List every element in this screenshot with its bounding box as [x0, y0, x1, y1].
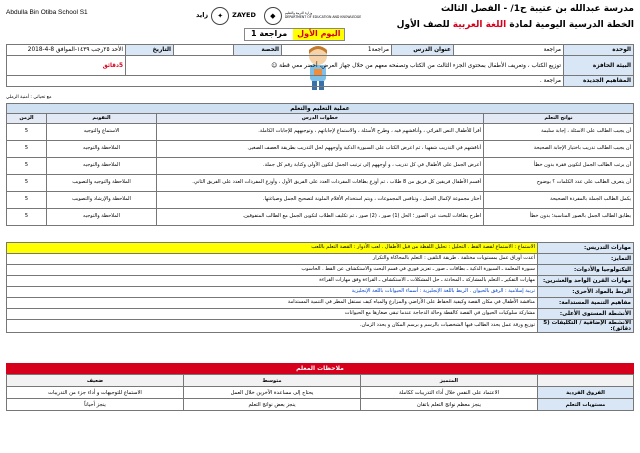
assess-cell: الملاحظة والإرشاد والتصويب	[47, 192, 157, 209]
title-plan-suffix: للصف الأول	[396, 20, 453, 30]
extras-row	[7, 243, 634, 254]
ministry-logo	[264, 7, 361, 25]
time-cell: 5	[7, 192, 47, 209]
outcome-cell: يكمل الطالب الجملة بالمفردة الصحيحة	[484, 192, 634, 209]
extras-row	[7, 254, 634, 265]
table-row	[7, 209, 634, 226]
time-cell: 5	[7, 209, 47, 226]
unit-label: الوحدة	[564, 45, 634, 56]
cell-excellent: ينجز معظم نواتج التعلم باتقان	[361, 399, 538, 411]
motivating-value: توزيع الكتاب ، وتعريف الأطفال بمحتوى الجزء الثالث من الكتاب وتصفحه معهم من خلال جهاز العرض. أحضر معي قطة ☺	[126, 56, 564, 76]
extras-row	[7, 276, 634, 287]
table-row	[7, 192, 634, 209]
col-weak: ضعيف	[7, 375, 184, 387]
extras-label: التمايز:	[538, 254, 634, 265]
process-table	[6, 113, 634, 226]
date-value: الأحد ٢٥رجب ١٤٣٩-الموافق 8-4-2018	[7, 45, 126, 56]
assess-cell: الاستماع والتوجيه	[47, 124, 157, 141]
zayed-logo-en: ZAYED	[232, 11, 256, 20]
title-school-prefix: مدرسة عبدالله بن عتيبة ح1/ -	[500, 4, 634, 14]
process-title: عملية التعليم والتعلم	[7, 104, 634, 114]
extras-label: الأنشطة المستوى الأعلى:	[538, 309, 634, 320]
teacher-notes-table	[6, 374, 634, 411]
ministry-emblem-icon: ◆	[264, 7, 282, 25]
extras-table	[6, 242, 634, 333]
table-row	[7, 141, 634, 158]
step-cell: أعرض الجمل على الأطفال في كل تدريب ، و أوجههم إلى ترتيب الجمل لتكون الأولى وكتابة رقم كل جملة.	[157, 158, 484, 175]
extras-row	[7, 309, 634, 320]
assess-cell: الملاحظة والتوجيه	[47, 158, 157, 175]
cell-weak: ينجز أحياناً	[7, 399, 184, 411]
notes-corner	[538, 375, 634, 387]
cell-weak: الاستماع للتوجيهات و أداء جزء من التدريبات	[7, 387, 184, 399]
extras-label: مفاهيم التنمية المستدامة:	[538, 298, 634, 309]
cell-excellent: الاعتماد على النفس خلال أداء التدريبات ككاملة	[361, 387, 538, 399]
time-cell: 5	[7, 141, 47, 158]
col-outcomes: نواتج التعلم	[484, 114, 634, 124]
new-concepts-label: المفاهيم الجديدة	[564, 76, 634, 87]
ministry-name-ar: وزارة التربية والتعليم	[284, 11, 313, 16]
outcome-cell: يطابق الطالب الجمل بالصور المناسبة؛ بدون خطأ	[484, 209, 634, 226]
row-label-differences: الفروق الفردية	[538, 387, 634, 399]
step-cell: اطرح بطاقات للبحث عن الصور ؛ الحل (1) صور ، (2) صور ، ثم تكليف الطلاب لتكوين الجمل مع الطالب المتفوقين.	[157, 209, 484, 226]
title-term: الفصل الثالث	[441, 4, 501, 14]
new-concepts-value: مراجعة .	[7, 76, 564, 87]
title-plan	[397, 20, 634, 30]
unit-value: مراجعة	[454, 45, 564, 56]
col-time: الزمن	[7, 114, 47, 124]
extras-value: سبورة المعلمة ـ السبورة الذكية ـ بطاقات ـ صور ـ تعزيز فوري في قسم البحث والاستكشاف عن القط . الحاسوب	[7, 265, 538, 276]
table-row	[7, 175, 634, 192]
step-cell: أقسم الأطفال فريقين كل فريق من 8 طلاب ، ثم أوزع بطاقات المفردات العدد على الفريق الأول ، وأوزع المفردات العدد على الفريق الثاني.	[157, 175, 484, 192]
assess-cell: الملاحظة والتوجيه والتصويب	[47, 175, 157, 192]
extras-label: التكنولوجيا والأدوات:	[538, 265, 634, 276]
assess-cell: الملاحظة والتوجيه	[47, 141, 157, 158]
extras-row	[7, 287, 634, 298]
cell-average: ينجز بعض نواتج التعلم	[184, 399, 361, 411]
step-cell: أناقشهم في التدريب شفهيا ، ثم اعرض الكتاب على السبورة الذكية وأوجههم لحل التدريب بطريقة العصف الصغير.	[157, 141, 484, 158]
zayed-emblem-icon: ✦	[211, 7, 229, 25]
extras-value: تربية إسلامية : الرفق بالحيوان . الربط باللغة الإنجليزية : أسماء الحيوانات باللغة الإنجليزية	[7, 287, 538, 298]
ministry-name-en: DEPARTMENT OF EDUCATION AND KNOWLEDGE	[284, 15, 362, 19]
extras-value: الاستماع : الاستماع لقصة القط . التحليل : تحليل اللفظة من قبل الأطفال . لعب الأدوار : القصة التعلم باللعب	[7, 243, 538, 254]
school-name-en: Abdulla Bin Otiba School S1	[6, 9, 88, 16]
cell-average: يحتاج إلى مساعدة الآخرين خلال العمل	[184, 387, 361, 399]
table-row	[7, 124, 634, 141]
extras-value: أعدت أوراق عمل بمستويات مختلفة . طريقة التلقين : التعلم بالمحاكاة والتكرار	[7, 254, 538, 265]
notes-row-levels	[7, 399, 634, 411]
outcome-cell: أن يجيب الطالب على الاسئلة ، إجابة سليمة	[484, 124, 634, 141]
outcome-cell: أن يرتب الطالب الجمل لتكوين فقرة بدون خطأ	[484, 158, 634, 175]
zayed-logo-ar: زايد	[196, 11, 209, 20]
extras-value: توزيع ورقة عمل يحدد الطالب فيها الشخصيات بالرسم و برسم المكان و يحدد الزمان.	[7, 320, 538, 333]
motivating-duration: 5دقائق	[7, 56, 126, 76]
extras-value: مهارات التفكير ـ التعلم بالمشاركة ـ المحادثة ـ حل المشكلات ـ الاستكشاف ـ القراءة وفق مهارات القراءة	[7, 276, 538, 287]
info-row-1	[7, 45, 634, 56]
lesson-title-label: عنوان الدرس	[392, 45, 454, 56]
extras-row	[7, 320, 634, 333]
zayed-logo	[196, 7, 256, 25]
extras-label: مهارات التدريس:	[538, 243, 634, 254]
info-table	[6, 44, 634, 87]
extras-value: مشاركة سلوكيات الحيوان في القصة كالقطة وحالة الدجاجة عندما تبقى صغارها مع الحيوانات	[7, 309, 538, 320]
title-school	[441, 4, 634, 14]
teacher-notes-title: ملاحظات المعلم	[6, 363, 634, 374]
table-row	[7, 158, 634, 175]
date-label: التاريخ	[126, 45, 174, 56]
period-label: الحصة	[234, 45, 282, 56]
day-review-badge	[244, 28, 345, 41]
process-header-row	[7, 114, 634, 124]
outcome-cell: أن يتعرف الطالب على عدد الكلمات ؟ بوضوح	[484, 175, 634, 192]
col-excellent: المتميز	[361, 375, 538, 387]
extras-label: الأنشطة الإضافية / التكليفات (5 دقائق):	[538, 320, 634, 333]
extras-row	[7, 265, 634, 276]
motivating-label: البيئة الحافزة	[564, 56, 634, 76]
notes-header-row	[7, 375, 634, 387]
extras-row	[7, 298, 634, 309]
extras-value: مناقشة الأطفال في مكان القصة وكيفية الحفاظ على الأراضي والمزارع والمياه كيف نستقل المطر في التنمية المستدامة	[7, 298, 538, 309]
step-cell: أقرأ للأطفال النص القرائي ، وأناقشهم فيه ، وطرح الأسئلة ، والاستماع لإجاباتهم ، وتوجيههم للإجابات الكاملة.	[157, 124, 484, 141]
credit-text: مع تحياتي : أمنية الرملي	[6, 95, 52, 100]
assess-cell: الملاحظة والتوجيه	[47, 209, 157, 226]
info-row-3	[7, 76, 634, 87]
row-label-levels: مستويات التعلم	[538, 399, 634, 411]
title-plan-prefix: الخطة الدرسية اليومية لمادة	[506, 20, 634, 30]
day-label: اليوم الأول	[293, 29, 344, 40]
lesson-title-value: مراجعة1	[282, 45, 392, 56]
col-assessment: التقويم	[47, 114, 157, 124]
title-subject: اللغة العربية	[452, 20, 507, 30]
period-value	[174, 45, 234, 56]
time-cell: 5	[7, 175, 47, 192]
col-average: متوسط	[184, 375, 361, 387]
extras-label: مهارات القرن الواحد والعشرين:	[538, 276, 634, 287]
outcome-cell: أن يجيب الطالب تدريب باختيار الإجابة الصحيحة	[484, 141, 634, 158]
notes-row-differences	[7, 387, 634, 399]
info-row-2	[7, 56, 634, 76]
step-cell: أختار مجموعة لإكمال الجمل ، وتنافس المجموعات ، ويتم استخدام الأقلام الملونة لتصحيح الجمل وصياغتها.	[157, 192, 484, 209]
review-label: مراجعة 1	[251, 29, 288, 38]
col-steps: خطوات الدرس	[157, 114, 484, 124]
extras-label: الربط بالمواد الأخرى:	[538, 287, 634, 298]
logos	[196, 2, 361, 30]
time-cell: 5	[7, 158, 47, 175]
time-cell: 5	[7, 124, 47, 141]
